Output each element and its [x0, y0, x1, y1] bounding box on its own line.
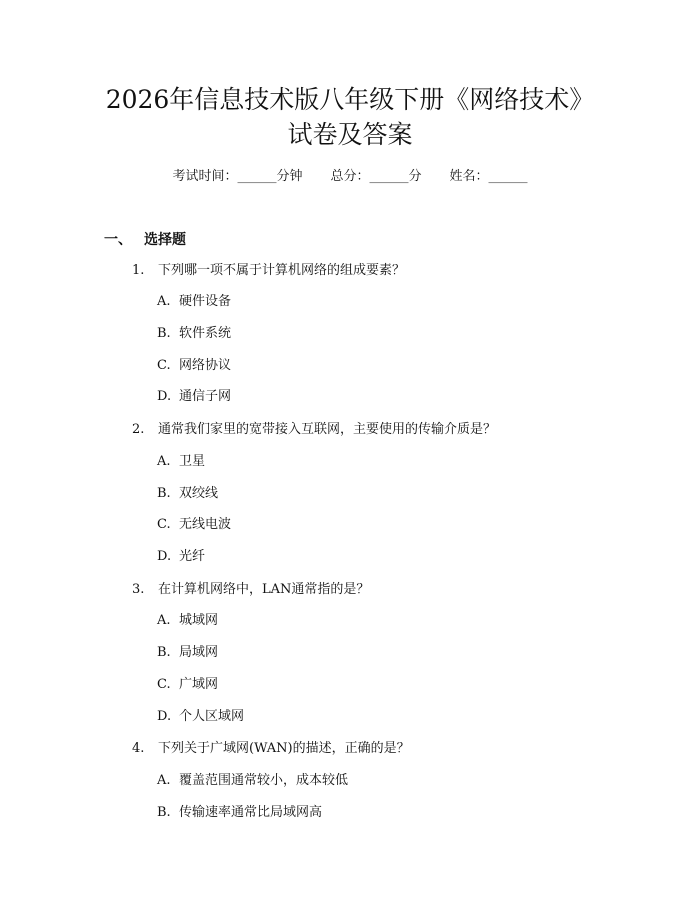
- question-1-option-c: [157, 356, 231, 376]
- option-letter: B.: [157, 805, 171, 820]
- question-number: 3.: [132, 582, 145, 597]
- exam-title-line2: 试卷及答案: [287, 120, 413, 149]
- option-letter: C.: [157, 677, 171, 692]
- option-text: 覆盖范围通常较小，成本较低: [179, 773, 349, 788]
- option-letter: B.: [157, 645, 171, 660]
- option-text: 卫星: [179, 454, 206, 469]
- option-letter: D.: [157, 549, 172, 564]
- option-letter: B.: [157, 326, 171, 341]
- exam-title-line1: 2026年信息技术版八年级下册《网络技术》: [105, 85, 595, 114]
- exam-name: 姓名：______: [449, 169, 528, 184]
- option-letter: A.: [157, 613, 171, 628]
- question-number: 4.: [132, 741, 145, 756]
- question-4-option-b: [157, 803, 322, 823]
- option-text: 通信子网: [179, 389, 232, 404]
- question-2: [132, 420, 496, 440]
- question-1-option-b: [157, 324, 231, 344]
- question-1-option-a: [157, 292, 231, 312]
- question-text: 在计算机网络中，LAN通常指的是？: [158, 582, 370, 597]
- section-heading: [104, 230, 186, 250]
- question-4: [132, 739, 410, 759]
- option-letter: A.: [157, 454, 171, 469]
- question-2-option-a: [157, 452, 205, 472]
- section-title: 选择题: [144, 232, 186, 248]
- section-number: 一、: [104, 232, 132, 248]
- question-text: 通常我们家里的宽带接入互联网，主要使用的传输介质是？: [158, 422, 497, 437]
- question-2-option-c: [157, 515, 231, 535]
- option-letter: C.: [157, 358, 171, 373]
- option-text: 双绞线: [179, 486, 219, 501]
- question-3-option-a: [157, 611, 218, 631]
- question-number: 1.: [132, 263, 145, 278]
- option-text: 个人区域网: [179, 709, 245, 724]
- option-text: 软件系统: [179, 326, 232, 341]
- question-1: [132, 261, 405, 281]
- option-text: 传输速率通常比局域网高: [179, 805, 323, 820]
- question-text: 下列哪一项不属于计算机网络的组成要素？: [158, 263, 406, 278]
- exam-info: [0, 168, 700, 186]
- question-2-option-b: [157, 484, 218, 504]
- question-3-option-d: [157, 707, 244, 727]
- option-text: 局域网: [179, 645, 219, 660]
- option-text: 硬件设备: [179, 294, 232, 309]
- question-1-option-d: [157, 387, 231, 407]
- question-3: [132, 580, 369, 600]
- option-letter: C.: [157, 517, 171, 532]
- question-2-option-d: [157, 547, 205, 567]
- question-text: 下列关于广域网(WAN)的描述，正确的是？: [158, 741, 410, 756]
- option-text: 城域网: [179, 613, 219, 628]
- option-letter: D.: [157, 709, 172, 724]
- question-3-option-c: [157, 675, 218, 695]
- option-text: 光纤: [179, 549, 206, 564]
- option-text: 广域网: [179, 677, 219, 692]
- option-text: 网络协议: [179, 358, 232, 373]
- question-number: 2.: [132, 422, 145, 437]
- question-3-option-b: [157, 643, 218, 663]
- exam-time: 考试时间：______分钟: [172, 169, 303, 184]
- option-letter: A.: [157, 773, 171, 788]
- exam-score: 总分：______分: [330, 169, 422, 184]
- option-letter: A.: [157, 294, 171, 309]
- question-4-option-a: [157, 771, 348, 791]
- option-letter: D.: [157, 389, 172, 404]
- option-text: 无线电波: [179, 517, 232, 532]
- option-letter: B.: [157, 486, 171, 501]
